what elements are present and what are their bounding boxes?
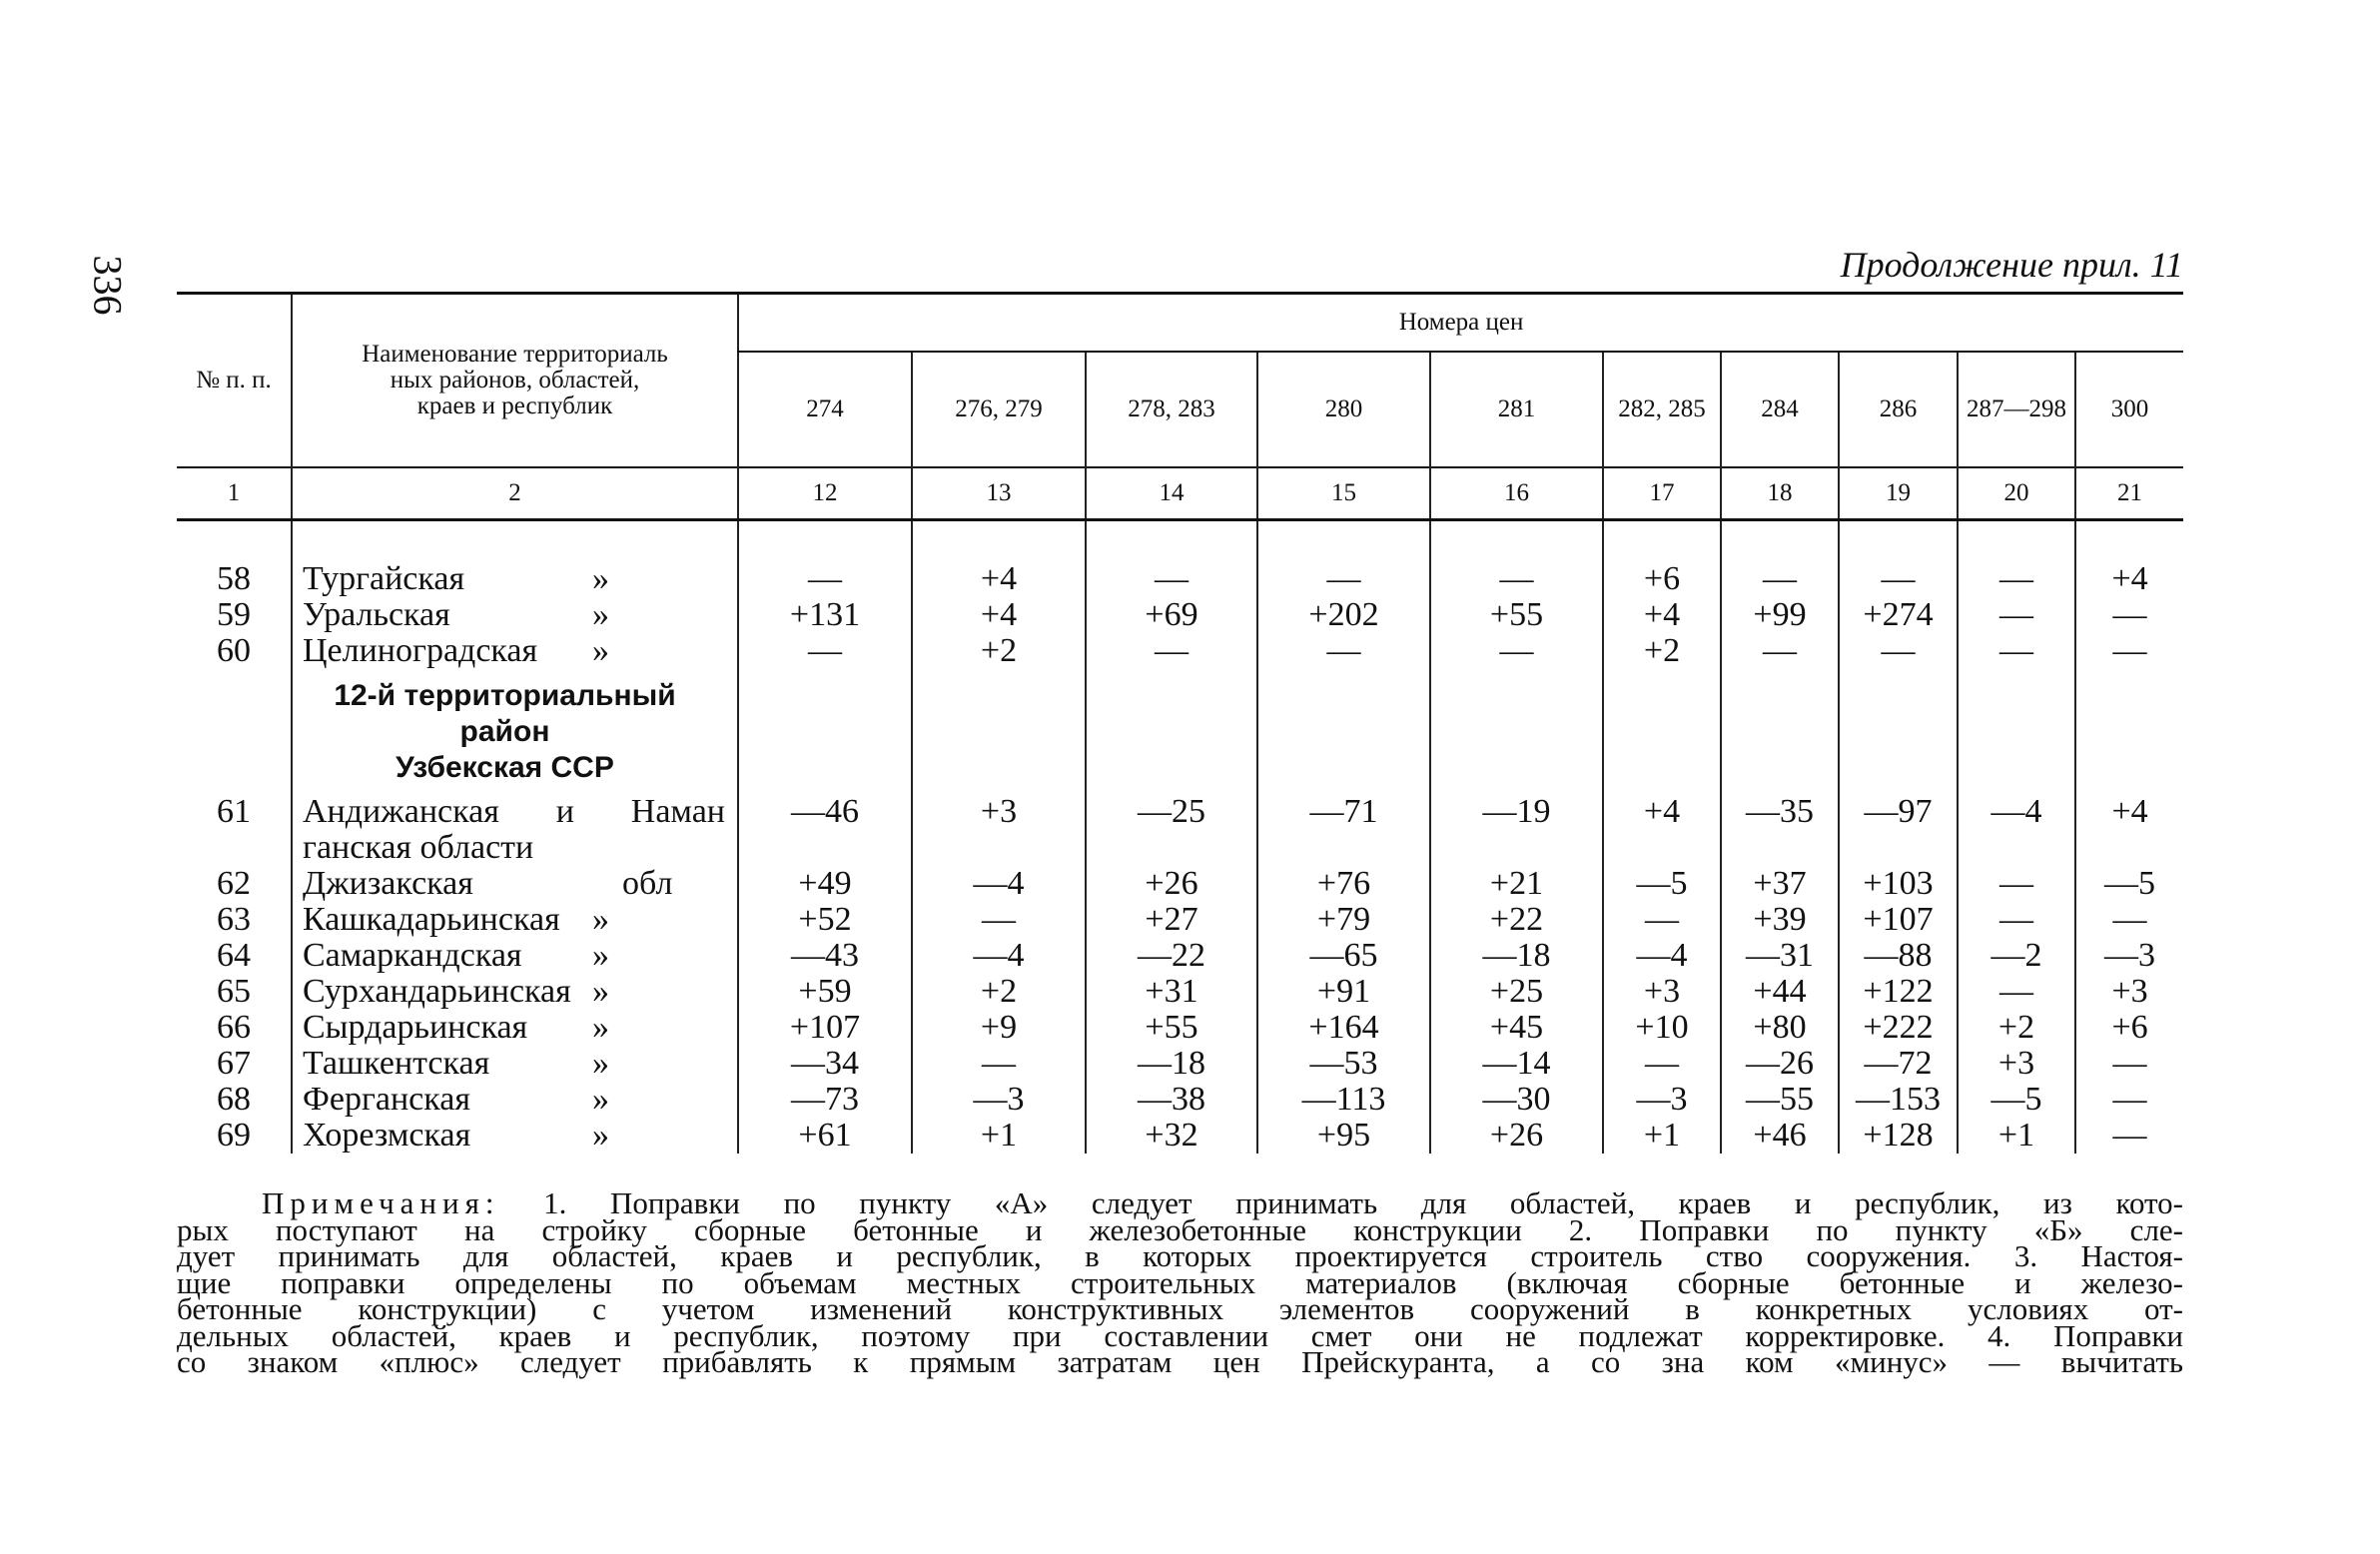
column-number: 16 xyxy=(1430,467,1603,520)
correction-value: — xyxy=(2075,1118,2183,1154)
notes-line: Примечания: 1. Поправки по пункту «А» следует принимать для областей, краев и республик, из кото- xyxy=(262,1185,2183,1220)
correction-value: — xyxy=(1958,974,2075,1010)
header-price-column: 278, 283 xyxy=(1086,352,1257,467)
correction-value: — xyxy=(912,902,1086,938)
correction-value: +69 xyxy=(1086,597,1257,633)
column-number: 1 xyxy=(177,467,292,520)
correction-value: +49 xyxy=(738,866,912,902)
row-number: 65 xyxy=(217,973,251,1010)
correction-value: —5 xyxy=(1603,866,1721,902)
correction-value: —113 xyxy=(1257,1082,1430,1118)
table-row xyxy=(177,1010,2183,1046)
correction-value: —3 xyxy=(1603,1082,1721,1118)
correction-value: +44 xyxy=(1721,974,1839,1010)
notes-line: бетонные конструкции) с учетом изменений конструктивных элементов сооружений в конкретных условиях от- xyxy=(177,1291,2183,1326)
header-price-column: 274 xyxy=(738,352,912,467)
correction-value: +2 xyxy=(912,974,1086,1010)
region-name: Ташкентская » xyxy=(292,1046,738,1082)
correction-value: +55 xyxy=(1086,1010,1257,1046)
correction-value: +26 xyxy=(1086,866,1257,902)
table-row xyxy=(177,938,2183,974)
header-price-column: 286 xyxy=(1839,352,1958,467)
correction-value: —34 xyxy=(738,1046,912,1082)
row-number: 63 xyxy=(217,901,251,938)
correction-value: +61 xyxy=(738,1118,912,1154)
correction-value: —30 xyxy=(1430,1082,1603,1118)
correction-value: — xyxy=(1603,1046,1721,1082)
ditto-mark: » xyxy=(592,596,609,633)
correction-value: +202 xyxy=(1257,597,1430,633)
header-price-column: 287—298 xyxy=(1958,352,2075,467)
ditto-mark: » xyxy=(592,1045,609,1082)
ditto-mark: » xyxy=(592,937,609,974)
correction-value: +9 xyxy=(912,1010,1086,1046)
correction-value: —73 xyxy=(738,1082,912,1118)
table-row xyxy=(177,561,2183,597)
section-heading-row: 12-й территориальный район Узбекская ССР xyxy=(177,669,2183,794)
correction-value: — xyxy=(1839,561,1958,597)
correction-value: +95 xyxy=(1257,1118,1430,1154)
row-number: 67 xyxy=(217,1045,251,1082)
correction-value: +80 xyxy=(1721,1010,1839,1046)
correction-value: — xyxy=(1958,561,2075,597)
correction-value: — xyxy=(2075,633,2183,669)
correction-value: —46 xyxy=(738,794,912,866)
correction-value: +222 xyxy=(1839,1010,1958,1046)
correction-value: +4 xyxy=(1603,794,1721,866)
correction-value: +128 xyxy=(1839,1118,1958,1154)
correction-value: +1 xyxy=(912,1118,1086,1154)
header-price-column: 282, 285 xyxy=(1603,352,1721,467)
ditto-mark: » xyxy=(592,1081,609,1118)
correction-value: +52 xyxy=(738,902,912,938)
row-number: 61 xyxy=(217,793,251,830)
region-name: Андижанская и Наман ганская области xyxy=(292,794,738,866)
correction-value: —18 xyxy=(1086,1046,1257,1082)
correction-value: +4 xyxy=(2075,794,2183,866)
correction-value: +31 xyxy=(1086,974,1257,1010)
correction-value: +103 xyxy=(1839,866,1958,902)
correction-value: —31 xyxy=(1721,938,1839,974)
correction-value: — xyxy=(1721,633,1839,669)
correction-value: +10 xyxy=(1603,1010,1721,1046)
correction-value: +21 xyxy=(1430,866,1603,902)
correction-value: +3 xyxy=(912,794,1086,866)
page-number: 336 xyxy=(85,255,131,316)
correction-value: —55 xyxy=(1721,1082,1839,1118)
correction-value: —35 xyxy=(1721,794,1839,866)
column-number: 20 xyxy=(1958,467,2075,520)
header-price-column: 276, 279 xyxy=(912,352,1086,467)
row-number: 69 xyxy=(217,1117,251,1154)
table-row xyxy=(177,794,2183,866)
correction-value: +32 xyxy=(1086,1118,1257,1154)
correction-value: — xyxy=(1086,561,1257,597)
correction-value: — xyxy=(2075,597,2183,633)
correction-value: +91 xyxy=(1257,974,1430,1010)
correction-value: —2 xyxy=(1958,938,2075,974)
correction-value: —4 xyxy=(1603,938,1721,974)
correction-value: +46 xyxy=(1721,1118,1839,1154)
table-row xyxy=(177,1082,2183,1118)
correction-value: +3 xyxy=(2075,974,2183,1010)
correction-value: +26 xyxy=(1430,1118,1603,1154)
correction-value: —71 xyxy=(1257,794,1430,866)
ditto-mark: обл xyxy=(622,865,673,902)
header-price-column: 300 xyxy=(2075,352,2183,467)
correction-value: —72 xyxy=(1839,1046,1958,1082)
correction-value: +27 xyxy=(1086,902,1257,938)
notes xyxy=(177,1185,2183,1379)
header-name: Наименование территориаль ных районов, областей, краев и республик xyxy=(292,294,738,468)
correction-value: +6 xyxy=(1603,561,1721,597)
notes-line: щие поправки определены по объемам местных строительных материалов (включая сборные бетонные и железо- xyxy=(177,1264,2183,1300)
correction-value: —5 xyxy=(2075,866,2183,902)
correction-value: —4 xyxy=(912,938,1086,974)
correction-value: +39 xyxy=(1721,902,1839,938)
correction-value: +274 xyxy=(1839,597,1958,633)
correction-value: +2 xyxy=(912,633,1086,669)
region-name: Уральская » xyxy=(292,597,738,633)
correction-value: — xyxy=(738,633,912,669)
correction-value: +4 xyxy=(2075,561,2183,597)
header-number: № п. п. xyxy=(196,367,272,393)
correction-value: +122 xyxy=(1839,974,1958,1010)
column-number: 15 xyxy=(1257,467,1430,520)
table-row xyxy=(177,1118,2183,1154)
correction-value: — xyxy=(1839,633,1958,669)
correction-value: — xyxy=(912,1046,1086,1082)
notes-line: дует принимать для областей, краев и республик, в которых проектируется строитель ство сооружения. 3. Настоя- xyxy=(177,1238,2183,1273)
correction-value: —4 xyxy=(1958,794,2075,866)
table-row xyxy=(177,902,2183,938)
correction-value: +4 xyxy=(912,597,1086,633)
notes-line: рых поступают на стройку сборные бетонные и железобетонные конструкции 2. Поправки по пункту «Б» сле- xyxy=(177,1211,2183,1247)
table-row xyxy=(177,1046,2183,1082)
correction-value: —53 xyxy=(1257,1046,1430,1082)
correction-value: +107 xyxy=(738,1010,912,1046)
ditto-mark: » xyxy=(592,560,609,597)
correction-value: — xyxy=(1430,561,1603,597)
notes-line: со знаком «плюс» следует прибавлять к прямым затратам цен Прейскуранта, а со зна ком «минус» — вычитать xyxy=(177,1344,2183,1379)
correction-value: +55 xyxy=(1430,597,1603,633)
region-name: Тургайская » xyxy=(292,561,738,597)
column-number: 17 xyxy=(1603,467,1721,520)
region-name: Сырдарьинская » xyxy=(292,1010,738,1046)
region-name: Джизакская обл xyxy=(292,866,738,902)
region-name: Самаркандская » xyxy=(292,938,738,974)
correction-value: —88 xyxy=(1839,938,1958,974)
correction-value: —22 xyxy=(1086,938,1257,974)
table-row xyxy=(177,866,2183,902)
correction-value: +76 xyxy=(1257,866,1430,902)
correction-value: —4 xyxy=(912,866,1086,902)
correction-value: +164 xyxy=(1257,1010,1430,1046)
correction-value: — xyxy=(1958,597,2075,633)
correction-value: +1 xyxy=(1603,1118,1721,1154)
column-number: 13 xyxy=(912,467,1086,520)
header-price-column: 284 xyxy=(1721,352,1839,467)
correction-value: —3 xyxy=(912,1082,1086,1118)
correction-value: —26 xyxy=(1721,1046,1839,1082)
correction-value: — xyxy=(1257,633,1430,669)
correction-value: +2 xyxy=(1603,633,1721,669)
region-name: Ферганская » xyxy=(292,1082,738,1118)
table-header xyxy=(177,294,2183,520)
region-name: Сурхандарьинская » xyxy=(292,974,738,1010)
column-number: 18 xyxy=(1721,467,1839,520)
header-price-column: 280 xyxy=(1257,352,1430,467)
row-number: 58 xyxy=(217,560,251,597)
ditto-mark: » xyxy=(592,632,609,669)
correction-value: +1 xyxy=(1958,1118,2075,1154)
column-number: 19 xyxy=(1839,467,1958,520)
table-row xyxy=(177,597,2183,633)
table-row xyxy=(177,974,2183,1010)
correction-value: — xyxy=(1958,866,2075,902)
section-title: 12-й территориальный xyxy=(334,678,676,712)
row-number: 59 xyxy=(217,596,251,633)
correction-value: —25 xyxy=(1086,794,1257,866)
region-name: Кашкадарьинская » xyxy=(292,902,738,938)
table-body xyxy=(177,520,2183,1155)
region-name: Хорезмская » xyxy=(292,1118,738,1154)
correction-value: +37 xyxy=(1721,866,1839,902)
column-number: 12 xyxy=(738,467,912,520)
ditto-mark: » xyxy=(592,1009,609,1046)
correction-value: — xyxy=(1603,902,1721,938)
correction-value: —65 xyxy=(1257,938,1430,974)
correction-value: — xyxy=(1430,633,1603,669)
notes-line: дельных областей, краев и республик, поэтому при составлении смет они не подлежат корректировке. 4. Поправки xyxy=(177,1317,2183,1353)
continuation-caption: Продолжение прил. 11 xyxy=(1840,245,2183,285)
price-corrections-table xyxy=(177,292,2183,1154)
correction-value: — xyxy=(2075,1082,2183,1118)
correction-value: +2 xyxy=(1958,1010,2075,1046)
column-number: 14 xyxy=(1086,467,1257,520)
correction-value: +45 xyxy=(1430,1010,1603,1046)
correction-value: +6 xyxy=(2075,1010,2183,1046)
region-name: Целиноградская » xyxy=(292,633,738,669)
correction-value: — xyxy=(2075,1046,2183,1082)
row-number: 68 xyxy=(217,1081,251,1118)
correction-value: +3 xyxy=(1603,974,1721,1010)
correction-value: — xyxy=(1257,561,1430,597)
ditto-mark: » xyxy=(592,973,609,1010)
correction-value: — xyxy=(1958,902,2075,938)
correction-value: +59 xyxy=(738,974,912,1010)
table-row xyxy=(177,633,2183,669)
correction-value: +4 xyxy=(912,561,1086,597)
column-number: 2 xyxy=(292,467,738,520)
correction-value: +99 xyxy=(1721,597,1839,633)
row-number: 64 xyxy=(217,937,251,974)
correction-value: —38 xyxy=(1086,1082,1257,1118)
correction-value: +79 xyxy=(1257,902,1430,938)
ditto-mark: » xyxy=(592,901,609,938)
correction-value: +3 xyxy=(1958,1046,2075,1082)
correction-value: +4 xyxy=(1603,597,1721,633)
row-number: 66 xyxy=(217,1009,251,1046)
correction-value: —43 xyxy=(738,938,912,974)
row-number: 62 xyxy=(217,865,251,902)
correction-value: —5 xyxy=(1958,1082,2075,1118)
column-number: 21 xyxy=(2075,467,2183,520)
header-price-group: Номера цен xyxy=(738,294,2183,353)
correction-value: —19 xyxy=(1430,794,1603,866)
correction-value: —3 xyxy=(2075,938,2183,974)
notes-label: Примечания: xyxy=(262,1185,500,1220)
correction-value: —153 xyxy=(1839,1082,1958,1118)
correction-value: +107 xyxy=(1839,902,1958,938)
correction-value: —97 xyxy=(1839,794,1958,866)
row-number: 60 xyxy=(217,632,251,669)
correction-value: — xyxy=(2075,902,2183,938)
correction-value: — xyxy=(738,561,912,597)
correction-value: — xyxy=(1086,633,1257,669)
correction-value: —18 xyxy=(1430,938,1603,974)
correction-value: —14 xyxy=(1430,1046,1603,1082)
correction-value: +25 xyxy=(1430,974,1603,1010)
correction-value: +131 xyxy=(738,597,912,633)
ditto-mark: » xyxy=(592,1117,609,1154)
correction-value: — xyxy=(1721,561,1839,597)
header-price-column: 281 xyxy=(1430,352,1603,467)
correction-value: — xyxy=(1958,633,2075,669)
correction-value: +22 xyxy=(1430,902,1603,938)
